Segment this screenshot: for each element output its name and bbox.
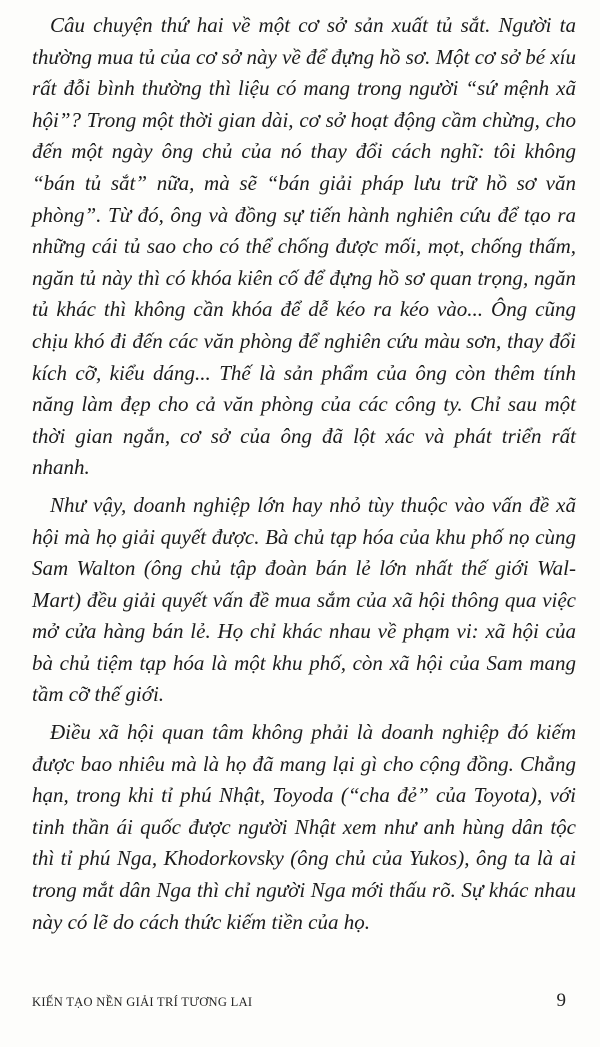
running-title: KIẾN TẠO NỀN GIẢI TRÍ TƯƠNG LAI (32, 995, 253, 1009)
body-text (32, 10, 576, 944)
paragraph-2: Như vậy, doanh nghiệp lớn hay nhỏ tùy thuộc vào vấn đề xã hội mà họ giải quyết được. Bà chủ tạp hóa của khu phố nọ cùng Sam Walton (ông chủ tập đoàn bán lẻ lớn nhất thế giới Wal-Mart) đều giải quyết vấn đề mua sắm của xã hội thông qua việc mở cửa hàng bán lẻ. Họ chỉ khác nhau về phạm vi: xã hội của bà chủ tiệm tạp hóa là một khu phố, còn xã hội của Sam mang tầm cỡ thế giới. (32, 492, 576, 707)
paragraph-1: Câu chuyện thứ hai về một cơ sở sản xuất tủ sắt. Người ta thường mua tủ của cơ sở này về để đựng hồ sơ. Một cơ sở bé xíu rất đỗi bình thường thì liệu có mang trong người “sứ mệnh xã hội”? Trong một thời gian dài, cơ sở hoạt động cầm chừng, cho đến một ngày ông chủ của nó thay đổi cách nghĩ: tôi không “bán tủ sắt” nữa, mà sẽ “bán giải pháp lưu trữ hồ sơ văn phòng”. Từ đó, ông và đồng sự tiến hành nghiên cứu để tạo ra những cái tủ sao cho có thể chống được mối, mọt, chống thấm, ngăn tủ này thì có khóa kiên cố để đựng hồ sơ quan trọng, ngăn tủ khác thì không cần khóa để dễ kéo ra kéo vào... Ông cũng chịu khó đi đến các văn phòng để nghiên cứu màu sơn, thay đổi kích cỡ, kiểu dáng... Thế là sản phẩm của ông còn thêm tính năng làm đẹp cho cả văn phòng của các công ty. Chỉ sau một thời gian ngắn, cơ sở của ông đã lột xác và phát triển rất nhanh. (32, 13, 576, 480)
page-number: 9 (556, 990, 566, 1011)
paragraph-3: Điều xã hội quan tâm không phải là doanh nghiệp đó kiếm được bao nhiêu mà là họ đã mang lại gì cho cộng đồng. Chẳng hạn, trong khi tỉ phú Nhật, Toyoda (“cha đẻ” của Toyota), với tinh thần ái quốc được người Nhật xem như anh hùng dân tộc thì tỉ phú Nga, Khodorkovsky (ông chủ của Yukos), ông ta là ai trong mắt dân Nga thì chỉ người Nga mới thấu rõ. Sự khác nhau này có lẽ do cách thức kiếm tiền của họ. (32, 720, 576, 934)
page-footer (32, 990, 566, 1014)
